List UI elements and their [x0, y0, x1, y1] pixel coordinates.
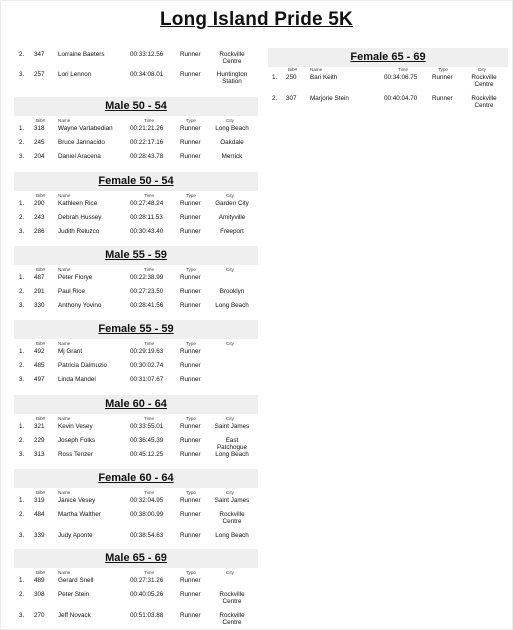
city-cell: Rockville Centre	[471, 74, 497, 89]
place-cell: 3.	[19, 153, 25, 160]
bib-cell: 319	[34, 497, 45, 504]
place-cell: 1.	[272, 74, 278, 81]
type-cell: Runner	[180, 51, 201, 58]
name-cell: Paul Rice	[58, 288, 85, 295]
time-cell: 00:28:43.78	[130, 153, 164, 160]
name-cell: Daniel Aracena	[58, 153, 101, 160]
age-group-title: Male 65 - 69	[105, 552, 167, 564]
type-cell: Runner	[180, 511, 201, 518]
bib-header: Bib#	[36, 416, 46, 421]
name-cell: Peter Stein	[58, 591, 90, 598]
name-cell: Debrah Hussey	[58, 214, 102, 221]
bib-cell: 270	[34, 612, 45, 619]
time-cell: 00:38:00.99	[130, 511, 164, 518]
name-cell: Anthony Yovino	[58, 302, 102, 309]
type-cell: Runner	[180, 348, 201, 355]
place-cell: 3.	[19, 302, 25, 309]
age-group-title: Male 60 - 64	[105, 398, 167, 410]
type-cell: Runner	[180, 362, 201, 369]
city-cell: Long Beach	[215, 302, 249, 309]
city-header: City	[226, 570, 234, 575]
name-header: Name	[58, 193, 71, 198]
place-cell: 3.	[19, 376, 25, 383]
city-cell: Brooklyn	[219, 288, 245, 295]
type-cell: Runner	[432, 74, 453, 81]
age-group-header	[14, 395, 258, 414]
time-cell: 00:27:48.24	[130, 200, 164, 207]
bib-cell: 257	[34, 71, 45, 78]
age-group-title: Male 55 - 59	[105, 249, 167, 261]
name-cell: Joseph Folks	[58, 437, 96, 444]
place-cell: 1.	[19, 423, 25, 430]
bib-header: Bib#	[288, 67, 298, 72]
time-cell: 00:28:11.53	[130, 214, 163, 221]
time-cell: 00:31:07.67	[130, 376, 164, 383]
age-group-header	[14, 97, 258, 116]
bib-header: Bib#	[36, 118, 46, 123]
type-header: Type	[438, 67, 448, 72]
name-cell: Peter Florye	[58, 274, 93, 281]
bib-cell: 497	[34, 376, 45, 383]
name-header: Name	[58, 570, 71, 575]
time-cell: 00:30:02.74	[130, 362, 164, 369]
city-cell: Huntington Station	[216, 71, 248, 86]
city-cell: Merrick	[221, 153, 243, 160]
city-header: City	[226, 416, 234, 421]
time-cell: 00:27:31.26	[130, 577, 164, 584]
bib-header: Bib#	[36, 570, 46, 575]
city-cell: Amityville	[218, 214, 246, 221]
time-cell: 00:22:17.16	[130, 139, 164, 146]
type-cell: Runner	[180, 577, 201, 584]
age-group-header	[14, 549, 258, 568]
bib-header: Bib#	[36, 490, 46, 495]
type-cell: Runner	[180, 591, 201, 598]
place-cell: 1.	[19, 274, 25, 281]
age-group-header	[14, 320, 258, 339]
name-cell: Jeff Novack	[58, 612, 91, 619]
bib-cell: 286	[34, 228, 45, 235]
place-cell: 3.	[19, 532, 25, 539]
type-header: Type	[186, 341, 196, 346]
type-header: Type	[186, 267, 196, 272]
name-cell: Bari Keith	[310, 74, 338, 81]
name-cell: Judy Aponte	[58, 532, 93, 539]
place-cell: 1.	[19, 577, 25, 584]
type-cell: Runner	[432, 95, 453, 102]
city-cell: East Patchogue	[216, 437, 248, 452]
time-cell: 00:30:43.40	[130, 228, 164, 235]
time-cell: 00:51:03.88	[130, 612, 164, 619]
time-header: Time	[144, 267, 155, 272]
age-group-title: Female 60 - 64	[98, 472, 174, 484]
time-header: Time	[398, 67, 409, 72]
place-cell: 2.	[272, 95, 278, 102]
time-cell: 00:32:04.95	[130, 497, 164, 504]
time-cell: 00:36:45.39	[130, 437, 164, 444]
name-header: Name	[58, 267, 71, 272]
name-header: Name	[310, 67, 323, 72]
bib-cell: 318	[34, 125, 45, 132]
time-cell: 00:34:06.75	[384, 74, 418, 81]
place-cell: 2.	[19, 362, 25, 369]
place-cell: 3.	[19, 228, 25, 235]
bib-cell: 339	[34, 532, 45, 539]
city-header: City	[226, 490, 234, 495]
bib-cell: 489	[34, 577, 45, 584]
right-column	[268, 0, 508, 200]
name-header: Name	[58, 118, 71, 123]
city-cell: Rockville Centre	[471, 95, 497, 110]
city-header: City	[226, 267, 234, 272]
time-cell: 00:40:04.70	[384, 95, 418, 102]
type-cell: Runner	[180, 437, 201, 444]
city-cell: Long Beach	[215, 125, 249, 132]
time-cell: 00:28:41.56	[130, 302, 164, 309]
bib-cell: 487	[34, 274, 45, 281]
bib-cell: 492	[34, 348, 45, 355]
type-cell: Runner	[180, 497, 201, 504]
type-header: Type	[186, 490, 196, 495]
time-cell: 00:29:19.63	[130, 348, 164, 355]
bib-cell: 291	[34, 288, 45, 295]
age-group-header	[14, 172, 258, 191]
city-cell: Oakdale	[220, 139, 244, 146]
place-cell: 2.	[19, 591, 25, 598]
name-header: Name	[58, 341, 71, 346]
place-cell: 1.	[19, 125, 25, 132]
city-cell: Rockville Centre	[219, 591, 245, 606]
city-cell: Rockville Centre	[219, 51, 245, 66]
age-group-title: Male 50 - 54	[105, 100, 167, 112]
name-cell: Judith Reluzco	[58, 228, 100, 235]
city-header: City	[226, 193, 234, 198]
time-header: Time	[144, 490, 155, 495]
type-cell: Runner	[180, 288, 201, 295]
type-cell: Runner	[180, 274, 201, 281]
name-cell: Lorraine Baeters	[58, 51, 105, 58]
type-cell: Runner	[180, 71, 201, 78]
name-cell: Janice Vesey	[58, 497, 96, 504]
age-group-title: Female 50 - 54	[98, 175, 174, 187]
type-cell: Runner	[180, 451, 201, 458]
type-cell: Runner	[180, 532, 201, 539]
age-group-title: Female 65 - 69	[350, 51, 426, 63]
time-header: Time	[144, 570, 155, 575]
time-cell: 00:27:23.50	[130, 288, 164, 295]
bib-cell: 290	[34, 200, 45, 207]
name-cell: Gerard Snell	[58, 577, 94, 584]
city-header: City	[226, 341, 234, 346]
name-cell: Kevin Vesey	[58, 423, 93, 430]
time-cell: 00:21:21.26	[130, 125, 164, 132]
bib-cell: 484	[34, 511, 45, 518]
bib-header: Bib#	[36, 193, 46, 198]
time-cell: 00:33:55.01	[130, 423, 164, 430]
type-cell: Runner	[180, 200, 201, 207]
city-header: City	[478, 67, 486, 72]
bib-cell: 204	[34, 153, 45, 160]
type-cell: Runner	[180, 153, 201, 160]
name-cell: Linda Mandel	[58, 376, 96, 383]
place-cell: 2.	[19, 288, 25, 295]
city-cell: Long Beach	[215, 451, 249, 458]
place-cell: 2.	[19, 51, 25, 58]
time-cell: 00:33:12.56	[130, 51, 164, 58]
type-header: Type	[186, 570, 196, 575]
place-cell: 3.	[19, 451, 25, 458]
bib-cell: 243	[34, 214, 45, 221]
place-cell: 2.	[19, 511, 25, 518]
bib-cell: 321	[34, 423, 45, 430]
name-cell: Marjorie Stein	[310, 95, 349, 102]
bib-cell: 250	[286, 74, 297, 81]
city-cell: Rockville Centre	[219, 511, 245, 526]
age-group-title: Female 55 - 59	[98, 323, 174, 335]
name-cell: Mj Grant	[58, 348, 83, 355]
type-cell: Runner	[180, 125, 201, 132]
age-group-header	[14, 469, 258, 488]
name-cell: Wayne Vartabedian	[58, 125, 113, 132]
bib-cell: 330	[34, 302, 45, 309]
type-header: Type	[186, 118, 196, 123]
city-cell: Saint James	[214, 497, 250, 504]
time-header: Time	[144, 341, 155, 346]
type-header: Type	[186, 416, 196, 421]
place-cell: 1.	[19, 497, 25, 504]
time-header: Time	[144, 416, 155, 421]
place-cell: 1.	[19, 348, 25, 355]
type-cell: Runner	[180, 302, 201, 309]
city-cell: Rockville Centre	[219, 612, 245, 627]
name-cell: Patricia Dalmuzio	[58, 362, 107, 369]
type-cell: Runner	[180, 214, 201, 221]
time-cell: 00:22:38.99	[130, 274, 164, 281]
city-header: City	[226, 118, 234, 123]
place-cell: 2.	[19, 437, 25, 444]
bib-header: Bib#	[36, 341, 46, 346]
left-column	[14, 0, 258, 630]
bib-header: Bib#	[36, 267, 46, 272]
bib-cell: 485	[34, 362, 45, 369]
place-cell: 3.	[19, 71, 25, 78]
bib-cell: 307	[286, 95, 297, 102]
city-cell: Long Beach	[215, 532, 249, 539]
page-title: Long Island Pride 5K	[160, 9, 353, 30]
name-cell: Lori Lennon	[58, 71, 92, 78]
name-cell: Kathleen Rice	[58, 200, 98, 207]
age-group-header	[14, 246, 258, 265]
time-cell: 00:40:05.26	[130, 591, 164, 598]
name-cell: Bruce Jannacido	[58, 139, 105, 146]
name-header: Name	[58, 416, 71, 421]
type-cell: Runner	[180, 423, 201, 430]
type-cell: Runner	[180, 612, 201, 619]
bib-cell: 229	[34, 437, 45, 444]
bib-cell: 313	[34, 451, 45, 458]
city-cell: Saint James	[214, 423, 250, 430]
type-header: Type	[186, 193, 196, 198]
time-cell: 00:45:12.25	[130, 451, 164, 458]
name-header: Name	[58, 490, 71, 495]
time-header: Time	[144, 193, 155, 198]
name-cell: Martha Walther	[58, 511, 101, 518]
type-cell: Runner	[180, 139, 201, 146]
bib-cell: 347	[34, 51, 45, 58]
place-cell: 2.	[19, 214, 25, 221]
city-cell: Freeport	[220, 228, 244, 235]
name-cell: Ross Tenzer	[58, 451, 93, 458]
time-header: Time	[144, 118, 155, 123]
place-cell: 3.	[19, 612, 25, 619]
time-cell: 00:38:54.63	[130, 532, 164, 539]
place-cell: 1.	[19, 200, 25, 207]
time-cell: 00:34:08.01	[130, 71, 164, 78]
bib-cell: 308	[34, 591, 45, 598]
type-cell: Runner	[180, 228, 201, 235]
bib-cell: 245	[34, 139, 45, 146]
place-cell: 2.	[19, 139, 25, 146]
type-cell: Runner	[180, 376, 201, 383]
city-cell: Garden City	[215, 200, 249, 207]
